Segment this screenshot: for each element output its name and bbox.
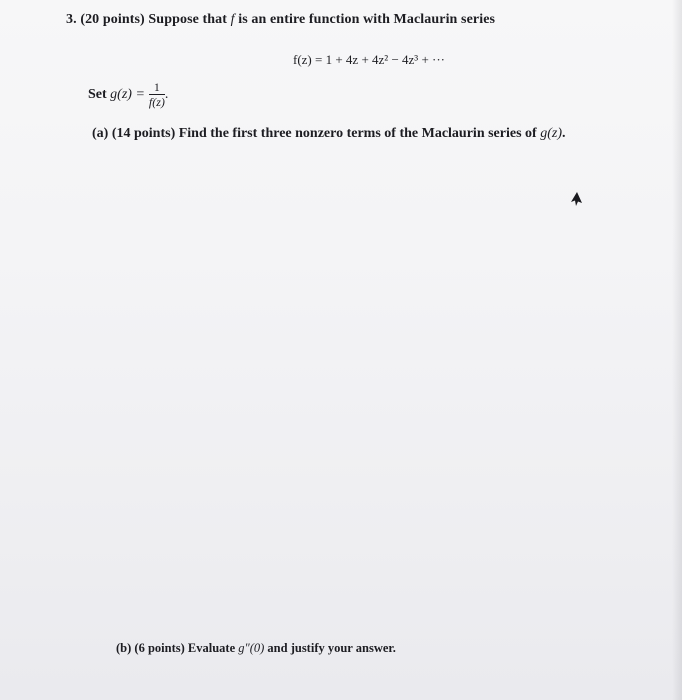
part-b-question bbox=[116, 641, 396, 656]
fraction-denominator: f(z) bbox=[148, 95, 165, 109]
definition-lhs: g(z) = bbox=[110, 87, 145, 103]
reciprocal-fraction bbox=[149, 80, 165, 110]
part-a-question bbox=[92, 126, 565, 142]
part-b-label: (b) bbox=[116, 641, 132, 655]
part-a-math: g(z) bbox=[540, 126, 562, 141]
part-b-text-after: and justify your answer. bbox=[267, 641, 396, 655]
part-b-math: g″(0) bbox=[238, 641, 265, 655]
fraction-numerator: 1 bbox=[149, 80, 165, 95]
part-b-text-before: Evaluate bbox=[187, 641, 236, 655]
function-symbol: f bbox=[230, 12, 235, 27]
part-a-label: (a) bbox=[92, 126, 109, 141]
problem-number: 3. bbox=[66, 12, 77, 27]
problem-statement bbox=[66, 12, 495, 28]
part-a-points: (14 points) bbox=[111, 126, 176, 141]
definition-line bbox=[88, 80, 168, 110]
definition-trailing: . bbox=[164, 87, 169, 103]
pointer-cursor-icon bbox=[569, 191, 583, 207]
maclaurin-series-equation: f(z) = 1 + 4z + 4z² − 4z³ + ··· bbox=[293, 52, 446, 67]
part-b-points: (6 points) bbox=[134, 641, 185, 655]
problem-points: (20 points) bbox=[80, 12, 145, 27]
part-a-text: Find the first three nonzero terms of the Maclaurin series of bbox=[178, 126, 537, 141]
problem-intro-rest: is an entire function with Maclaurin series bbox=[238, 12, 496, 27]
set-word: Set bbox=[88, 87, 107, 103]
part-a-trailing: . bbox=[561, 126, 566, 141]
page-edge-shadow bbox=[672, 0, 682, 700]
problem-intro: Suppose that bbox=[148, 12, 228, 27]
